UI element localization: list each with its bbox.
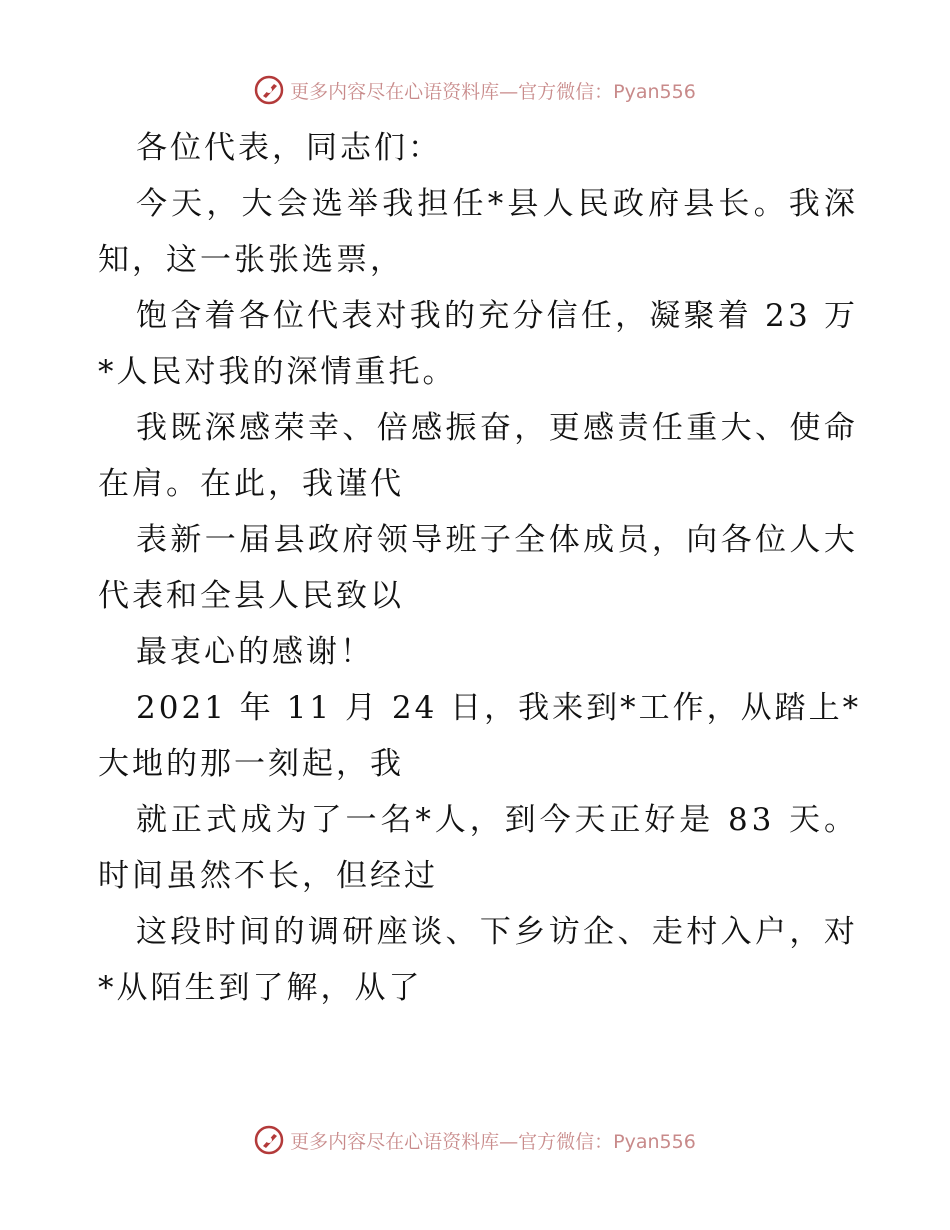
footer-watermark <box>0 1120 950 1160</box>
header-watermark-text: 更多内容尽在心语资料库—官方微信：Pyan556 <box>290 80 696 103</box>
paragraph-line: 就 正 式 成 为 了 一 名 * 人 ， 到 今 天 正 好 是 8 3 天 。 <box>136 802 858 838</box>
paragraph-line: 表 新 一 届 县 政 府 领 导 班 子 全 体 成 员 ， 向 各 位 人 大 <box>136 522 858 558</box>
paragraph-line: *从陌生到了解，从了 <box>98 970 423 1006</box>
paragraph-line: 大地的那一刻起，我 <box>98 746 404 782</box>
paragraph-line: *人民对我的深情重托。 <box>98 354 457 390</box>
paragraph-line: 我 既 深 感 荣 幸 、 倍 感 振 奋 ， 更 感 责 任 重 大 、 使 命 <box>136 410 858 446</box>
paragraph-line: 2 0 2 1 年 1 1 月 2 4 日 ， 我 来 到 * 工 作 ， 从 踏 上 * <box>136 690 862 726</box>
header-watermark <box>0 70 950 110</box>
paragraph-line: 知，这一张张选票， <box>98 242 404 278</box>
paragraph-line: 这 段 时 间 的 调 研 座 谈 、 下 乡 访 企 、 走 村 入 户 ， 对 <box>136 914 858 950</box>
quill-logo-icon <box>254 1125 284 1155</box>
body-text <box>98 120 862 1016</box>
paragraph-line: 时间虽然不长，但经过 <box>98 858 438 894</box>
paragraph-line: 今 天 ， 大 会 选 举 我 担 任 * 县 人 民 政 府 县 长 。 我 深 <box>136 186 858 222</box>
paragraph-line: 在肩。在此，我谨代 <box>98 466 404 502</box>
quill-logo-icon <box>254 75 284 105</box>
paragraph-line: 最衷心的感谢！ <box>136 634 374 670</box>
paragraph-line: 代表和全县人民致以 <box>98 578 404 614</box>
paragraph-line: 各位代表，同志们： <box>136 130 442 166</box>
paragraph-line: 饱 含 着 各 位 代 表 对 我 的 充 分 信 任 ， 凝 聚 着 2 3 万 <box>136 298 858 334</box>
footer-watermark-text: 更多内容尽在心语资料库—官方微信：Pyan556 <box>290 1130 696 1153</box>
